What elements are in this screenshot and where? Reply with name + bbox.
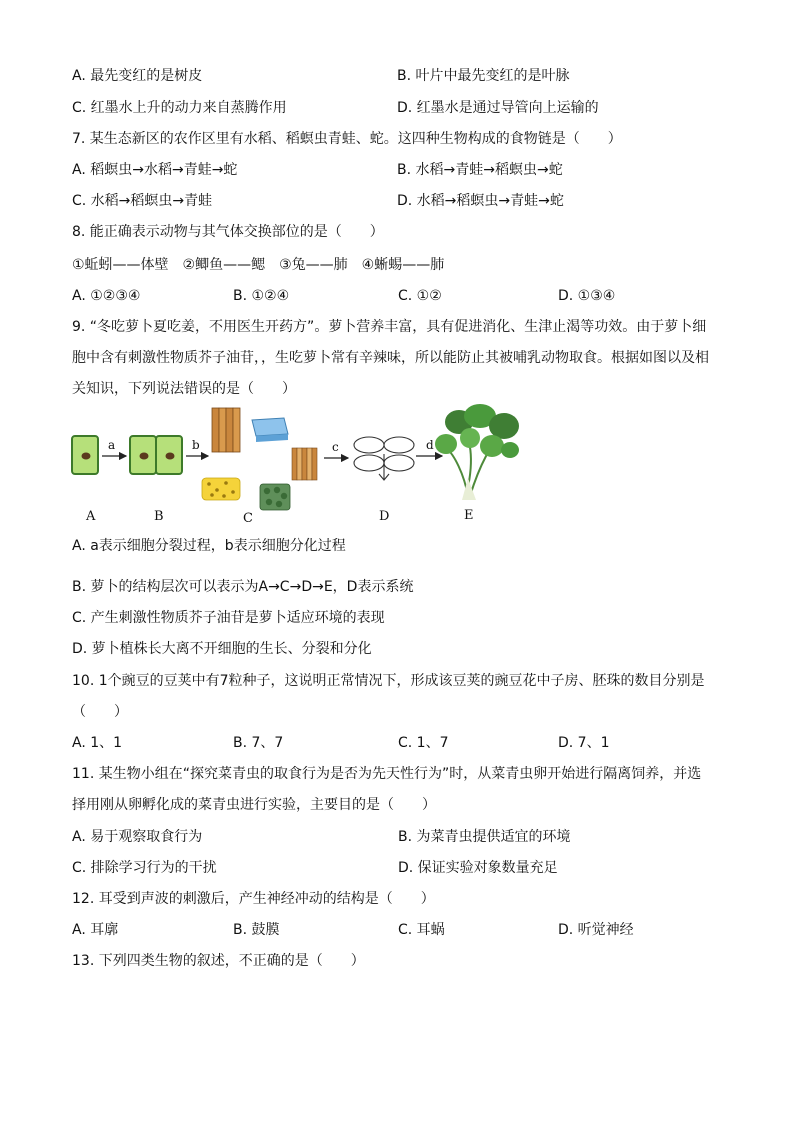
figure-drawing [66, 404, 526, 532]
q10-stem-line-2: （ ） [72, 704, 128, 720]
nutrient-tissue-image [202, 478, 240, 500]
q8-stem: 8. 能正确表示动物与其气体交换部位的是（ ） [72, 224, 384, 240]
arrow-label-b: b [192, 438, 200, 452]
stage-label-b: B [154, 509, 164, 524]
q8-option-d: D. ①③④ [558, 288, 616, 304]
stage-label-a: A [86, 509, 96, 524]
protective-tissue-image [252, 418, 288, 442]
q8-option-b: B. ①②④ [233, 288, 290, 304]
q11-option-b: B. 为菜青虫提供适宜的环境 [398, 829, 571, 845]
stage-label-d: D [379, 509, 390, 524]
organ-bundle-image [292, 448, 317, 480]
q9-stem-line-2: 胞中含有刺激性物质芥子油苷，，生吃萝卜常有辛辣味，所以能防止其被哺乳动物取食。根据如图以及相 [72, 350, 709, 366]
radish-plant-image [435, 404, 519, 500]
stage-label-c: C [243, 511, 253, 526]
q9-plant-development-figure [66, 404, 526, 532]
q10-option-b: B. 7、7 [233, 735, 284, 751]
q9-option-a: A. a表示细胞分裂过程，b表示细胞分化过程 [72, 538, 346, 554]
q11-stem-line-2: 择用刚从卵孵化成的菜青虫进行实验，主要目的是（ ） [72, 797, 436, 813]
q11-option-c: C. 排除学习行为的干扰 [72, 860, 217, 876]
q9-stem-line-3: 关知识，下列说法错误的是（ ） [72, 381, 296, 397]
q10-option-c: C. 1、7 [398, 735, 449, 751]
q7-option-a: A. 稻螟虫→水稻→青蛙→蛇 [72, 162, 238, 178]
meristem-tissue-image [260, 484, 290, 510]
q6-option-a: A. 最先变红的是树皮 [72, 68, 203, 84]
q9-option-c: C. 产生刺激性物质芥子油苷是萝卜适应环境的表现 [72, 610, 385, 626]
q11-option-d: D. 保证实验对象数量充足 [398, 860, 558, 876]
arrow-label-a: a [108, 438, 116, 452]
q12-option-a: A. 耳廓 [72, 922, 119, 938]
q10-option-a: A. 1、1 [72, 735, 123, 751]
q12-option-c: C. 耳蜗 [398, 922, 445, 938]
q9-option-b: B. 萝卜的结构层次可以表示为A→C→D→E，D表示系统 [72, 579, 414, 595]
q11-stem-line-1: 11. 某生物小组在“探究菜青虫的取食行为是否为先天性行为”时，从菜青虫卵开始进行隔离饲养，并选 [72, 766, 702, 782]
q7-option-c: C. 水稻→稻螟虫→青蛙 [72, 193, 213, 209]
q9-option-d: D. 萝卜植株长大离不开细胞的生长、分裂和分化 [72, 641, 372, 657]
flower-outline-image [354, 437, 414, 480]
q12-option-d: D. 听觉神经 [558, 922, 634, 938]
q8-option-a: A. ①②③④ [72, 288, 141, 304]
q12-stem: 12. 耳受到声波的刺激后，产生神经冲动的结构是（ ） [72, 891, 435, 907]
q8-option-c: C. ①② [398, 288, 442, 304]
q6-option-d: D. 红墨水是通过导管向上运输的 [397, 100, 599, 116]
dividing-cells-image [130, 436, 182, 474]
q7-option-d: D. 水稻→稻螟虫→青蛙→蛇 [397, 193, 564, 209]
q6-option-c: C. 红墨水上升的动力来自蒸腾作用 [72, 100, 287, 116]
stage-label-e: E [464, 508, 474, 523]
q8-items: ①蚯蚓——体壁 ②鲫鱼——鳃 ③兔——肺 ④蜥蜴——肺 [72, 257, 445, 273]
q9-stem-line-1: 9. “冬吃萝卜夏吃姜，不用医生开药方”。萝卜营养丰富，具有促进消化、生津止渴等功效。由于萝卜细 [72, 319, 707, 335]
q12-option-b: B. 鼓膜 [233, 922, 280, 938]
q6-option-b: B. 叶片中最先变红的是叶脉 [397, 68, 570, 84]
conducting-tissue-image [212, 408, 240, 452]
q7-option-b: B. 水稻→青蛙→稻螟虫→蛇 [397, 162, 563, 178]
q11-option-a: A. 易于观察取食行为 [72, 829, 203, 845]
arrow-label-c: c [332, 440, 339, 454]
q10-option-d: D. 7、1 [558, 735, 610, 751]
tissue-images [202, 408, 317, 510]
arrow-label-d: d [426, 438, 434, 452]
q13-stem: 13. 下列四类生物的叙述，不正确的是（ ） [72, 953, 365, 969]
single-cell-image [72, 436, 98, 474]
q10-stem-line-1: 10. 1个豌豆的豆荚中有7粒种子，这说明正常情况下，形成该豆荚的豌豆花中子房、胚珠的数目分别是 [72, 673, 705, 689]
q7-stem: 7. 某生态新区的农作区里有水稻、稻螟虫青蛙、蛇。这四种生物构成的食物链是（ ） [72, 131, 622, 147]
